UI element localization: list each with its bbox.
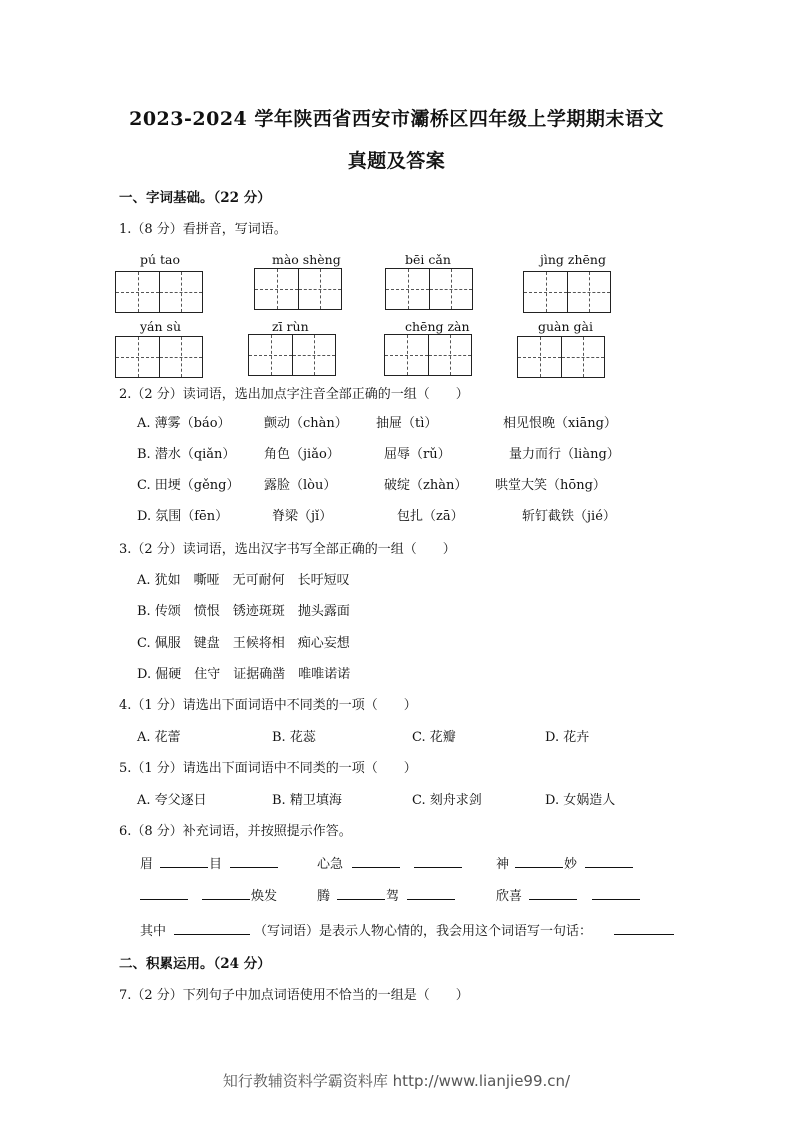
question-4-stem: 4.（1 分）请选出下面词语中不同类的一项（ ） <box>119 698 417 713</box>
option-text: 哄堂大笑（hōng） <box>495 478 606 493</box>
fill-label: 腾 <box>317 889 331 904</box>
option-text: 包扎（zā） <box>397 509 464 524</box>
fill-blank[interactable] <box>160 853 208 868</box>
option-text: D. 女娲造人 <box>545 793 616 808</box>
pinyin-label: bēi cǎn <box>405 252 451 267</box>
option-text: B. 花蕊 <box>272 730 316 745</box>
option-text: 相见恨晚（xiāng） <box>503 416 617 431</box>
footer-watermark: 知行教辅资料学霸资料库 http://www.lianjie99.cn/ <box>222 1072 571 1090</box>
option-text: 屈辱（rǔ） <box>384 447 451 462</box>
question-7-stem: 7.（2 分）下列句子中加点词语使用不恰当的一组是（ ） <box>119 988 469 1003</box>
fill-blank[interactable] <box>614 920 674 935</box>
option-text: 斩钉截铁（jié） <box>522 509 616 524</box>
option-text: A. 花蕾 <box>137 730 181 745</box>
fill-label: 心急 <box>317 857 344 872</box>
writing-grid[interactable] <box>385 268 473 310</box>
fill-label: 驾 <box>386 889 400 904</box>
fill-blank[interactable] <box>202 885 250 900</box>
fill-label: 其中 <box>140 924 167 939</box>
writing-grid[interactable] <box>248 334 336 376</box>
pinyin-label: guàn gài <box>538 319 593 334</box>
writing-grid[interactable] <box>517 336 605 378</box>
option-text: 破绽（zhàn） <box>384 478 468 493</box>
fill-label: 焕发 <box>251 889 278 904</box>
option-text: 露脸（lòu） <box>264 478 337 493</box>
fill-blank[interactable] <box>230 853 278 868</box>
pinyin-label: pú tao <box>140 252 181 267</box>
fill-blank[interactable] <box>585 853 633 868</box>
option-text: B. 潜水（qiǎn） <box>137 447 236 462</box>
fill-label: 目 <box>209 857 223 872</box>
option-text: 角色（jiǎo） <box>264 447 340 462</box>
option-text: 量力而行（liàng） <box>509 447 620 462</box>
option-text: 颤动（chàn） <box>264 416 348 431</box>
fill-blank[interactable] <box>174 920 250 935</box>
pinyin-label: zī rùn <box>272 319 309 334</box>
option-text: 脊梁（jǐ） <box>272 509 333 524</box>
question-5-stem: 5.（1 分）请选出下面词语中不同类的一项（ ） <box>119 761 417 776</box>
option-text: B. 精卫填海 <box>272 793 342 808</box>
writing-grid[interactable] <box>384 334 472 376</box>
pinyin-label: mào shèng <box>272 252 341 267</box>
option-text: 抽屉（tì） <box>376 416 438 431</box>
fill-blank[interactable] <box>352 853 400 868</box>
pinyin-label: chēng zàn <box>405 319 470 334</box>
question-1-stem: 1.（8 分）看拼音，写词语。 <box>119 222 287 237</box>
option-text: B. 传颂 愤恨 锈迹斑斑 抛头露面 <box>137 604 350 619</box>
pinyin-label: jìng zhēng <box>540 252 606 267</box>
option-text: A. 夸父逐日 <box>137 793 207 808</box>
fill-blank[interactable] <box>592 885 640 900</box>
option-text: A. 薄雾（báo） <box>137 416 231 431</box>
fill-label: 眉 <box>140 857 154 872</box>
writing-grid[interactable] <box>523 271 611 313</box>
pinyin-label: yán sù <box>140 319 182 334</box>
section-heading-1: 一、字词基础。（22 分） <box>119 190 271 206</box>
fill-blank[interactable] <box>529 885 577 900</box>
fill-label: 妙 <box>564 857 578 872</box>
section-heading-2: 二、积累运用。（24 分） <box>119 956 271 972</box>
page-title-line2: 真题及答案 <box>347 150 446 172</box>
option-text: A. 犹如 嘶哑 无可耐何 长吁短叹 <box>137 573 350 588</box>
page-title-line1: 2023-2024 学年陕西省西安市灞桥区四年级上学期期末语文 <box>129 108 664 130</box>
fill-label: 神 <box>496 857 510 872</box>
option-text: C. 花瓣 <box>412 730 456 745</box>
option-text: C. 刻舟求剑 <box>412 793 482 808</box>
fill-blank[interactable] <box>337 885 385 900</box>
question-2-stem: 2.（2 分）读词语，选出加点字注音全部正确的一组（ ） <box>119 387 469 402</box>
writing-grid[interactable] <box>254 268 342 310</box>
writing-grid[interactable] <box>115 271 203 313</box>
writing-grid[interactable] <box>115 336 203 378</box>
option-text: C. 田埂（gěng） <box>137 478 240 493</box>
option-text: D. 倔硬 住守 证据确凿 唯唯诺诺 <box>137 667 351 682</box>
option-text: D. 氛围（fēn） <box>137 509 229 524</box>
question-6-stem: 6.（8 分）补充词语，并按照提示作答。 <box>119 824 352 839</box>
question-3-stem: 3.（2 分）读词语，选出汉字书写全部正确的一组（ ） <box>119 542 456 557</box>
fill-blank[interactable] <box>140 885 188 900</box>
fill-blank[interactable] <box>414 853 462 868</box>
fill-label: 欣喜 <box>496 889 523 904</box>
option-text: D. 花卉 <box>545 730 590 745</box>
fill-blank[interactable] <box>515 853 563 868</box>
option-text: C. 佩服 键盘 王候将相 痴心妄想 <box>137 636 350 651</box>
fill-blank[interactable] <box>407 885 455 900</box>
fill-label: （写词语）是表示人物心情的，我会用这个词语写一句话： <box>254 924 593 939</box>
